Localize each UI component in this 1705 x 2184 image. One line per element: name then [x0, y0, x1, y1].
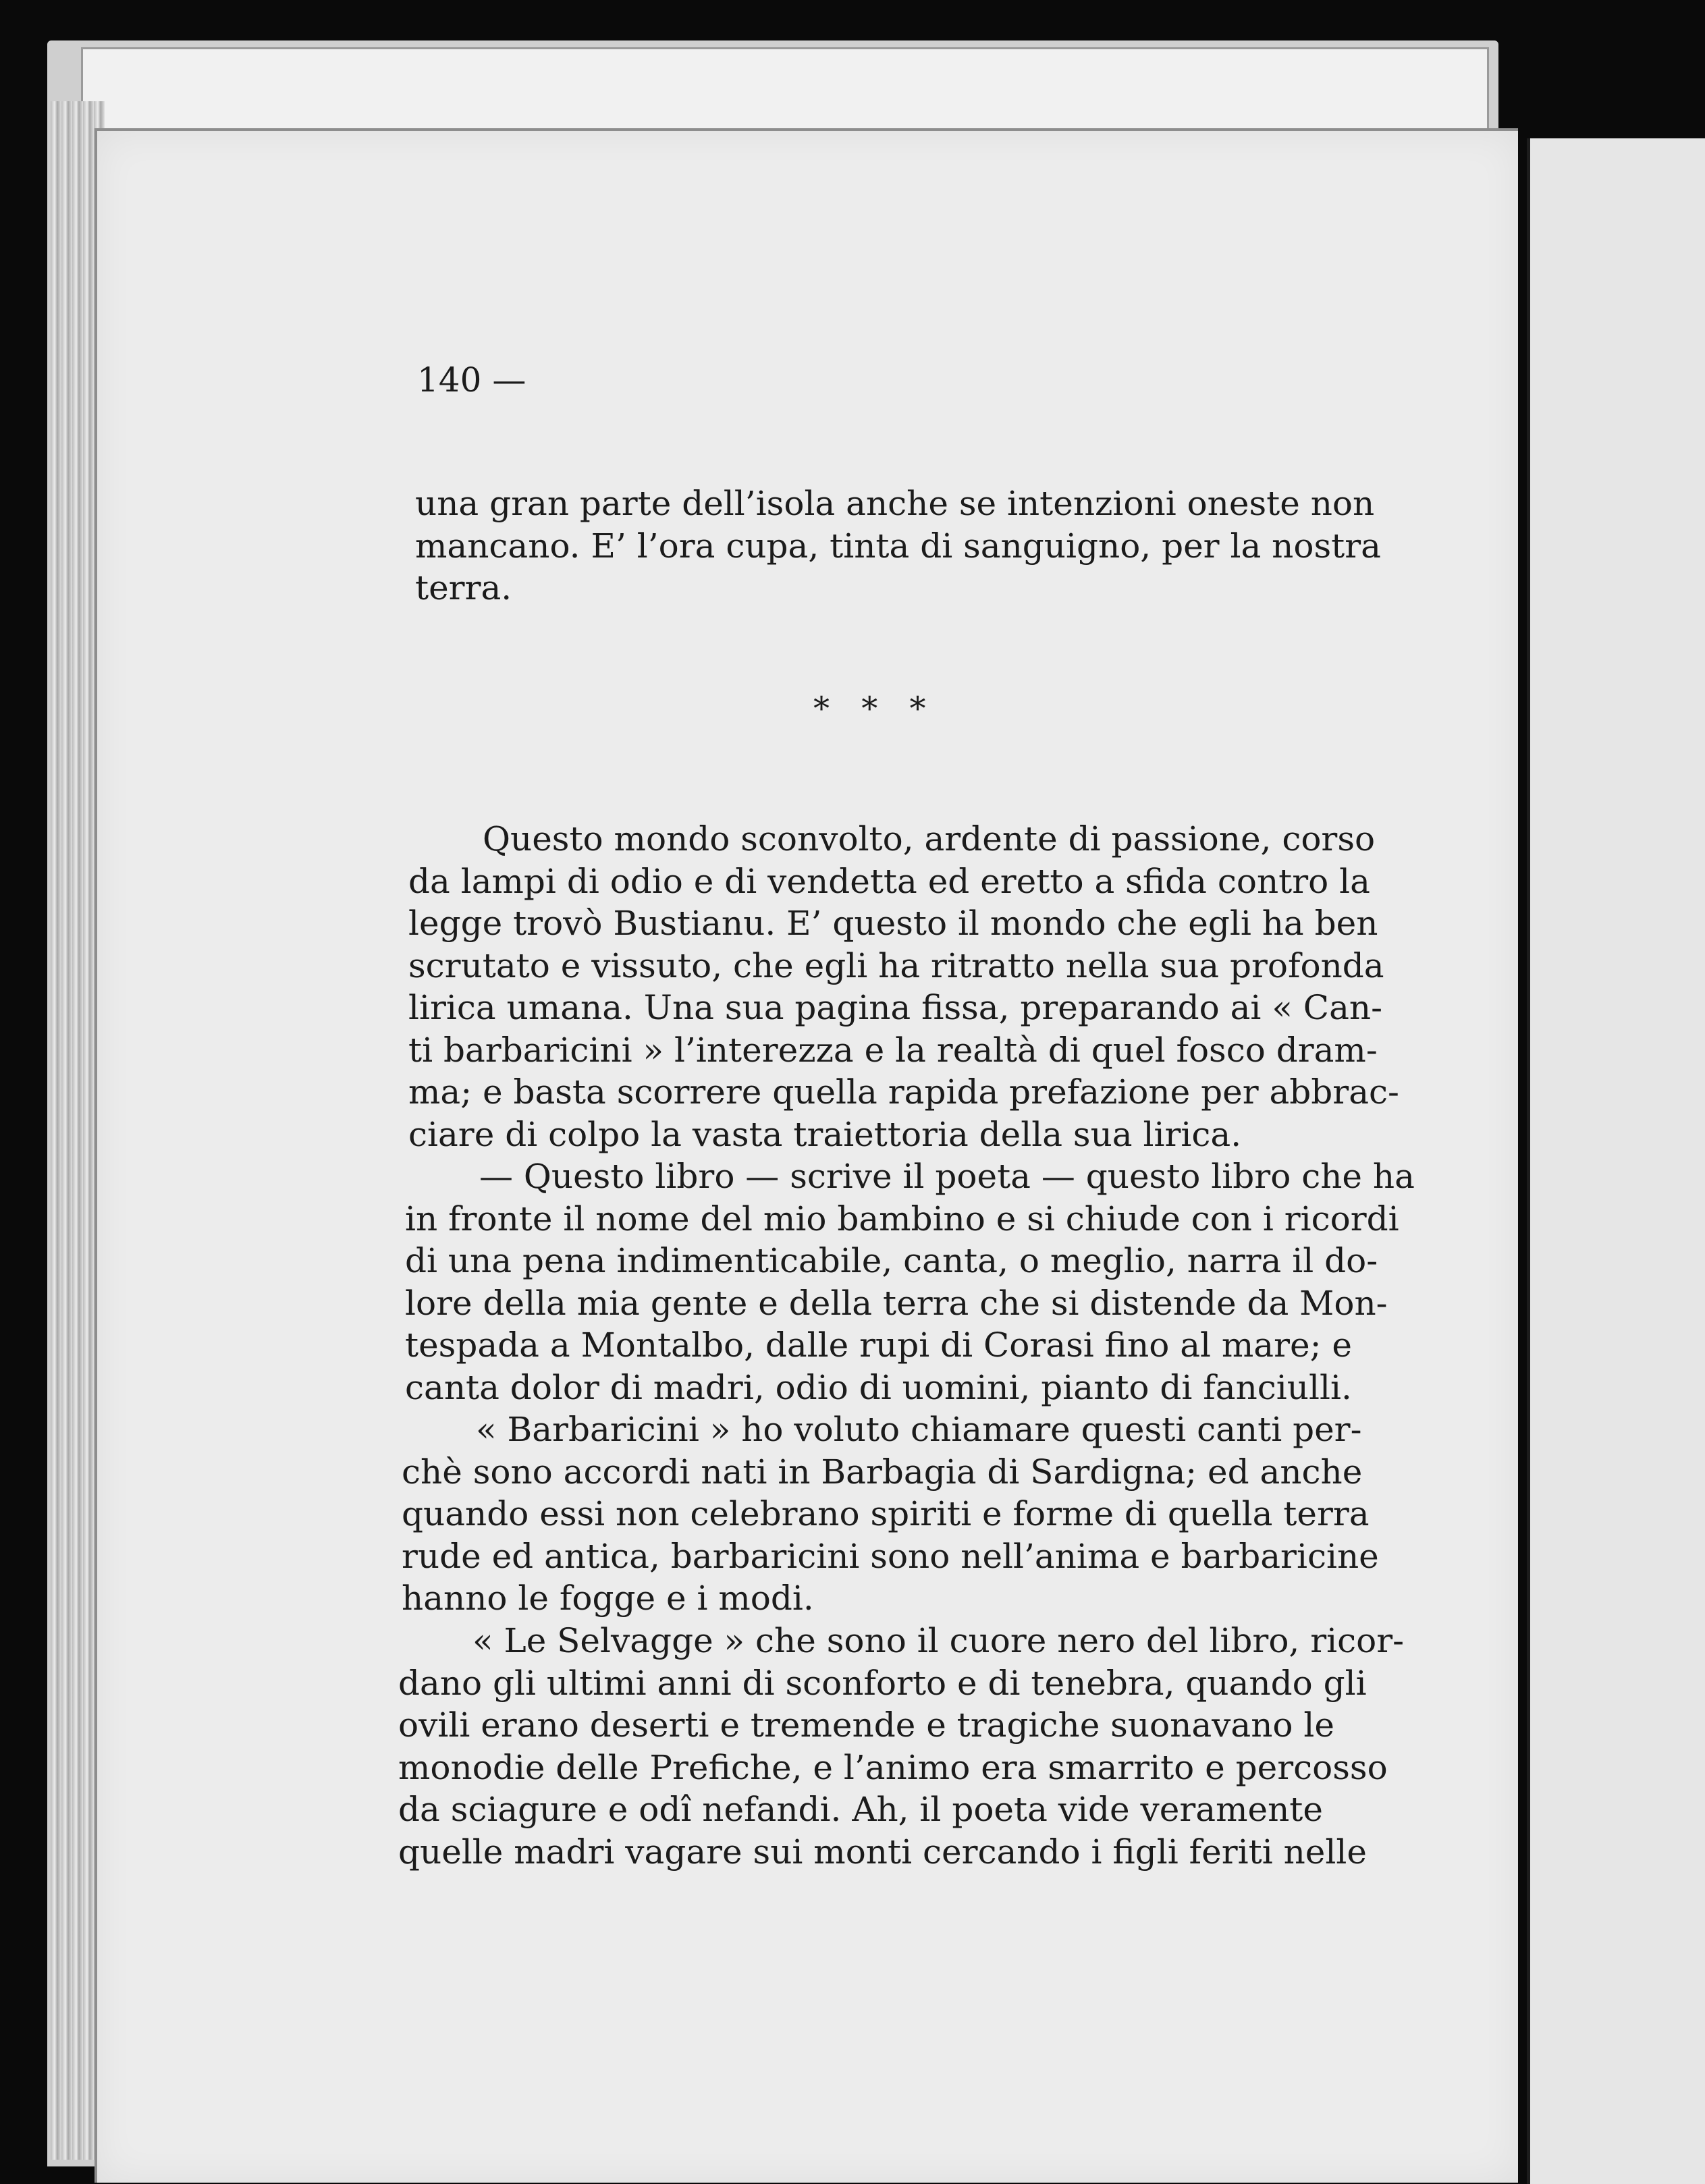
text-line: quelle madri vagare sui monti cercando i figli feriti nelle — [398, 1832, 1367, 1872]
text-line: hanno le fogge e i modi. — [402, 1579, 814, 1618]
text-line: legge trovò Bustianu. E’ questo il mondo che egli ha ben — [408, 904, 1378, 943]
facing-page-edge — [1527, 138, 1705, 2184]
text-line: Questo mondo sconvolto, ardente di passione, corso — [483, 819, 1376, 858]
text-line: terra. — [415, 568, 512, 607]
text-line: — Questo libro — scrive il poeta — questo libro che ha — [479, 1157, 1415, 1196]
paragraph-2 — [405, 1155, 1415, 1409]
text-line: da sciagure e odî nefandi. Ah, il poeta vide veramente — [398, 1790, 1323, 1829]
text-line: monodie delle Prefiche, e l’animo era smarrito e percosso — [398, 1747, 1388, 1787]
text-line: scrutato e vissuto, che egli ha ritratto nella sua profonda — [408, 946, 1384, 985]
text-line: ovili erano deserti e tremende e tragiche suonavano le — [398, 1705, 1334, 1745]
text-line: lore della mia gente e della terra che si distende da Mon- — [405, 1283, 1388, 1323]
text-line: « Le Selvagge » che sono il cuore nero del libro, ricor- — [472, 1621, 1405, 1660]
text-line: una gran parte dell’isola anche se intenzioni oneste non — [415, 484, 1375, 523]
paragraph-4 — [398, 1620, 1405, 1873]
text-line: mancano. E’ l’ora cupa, tinta di sanguigno, per la nostra — [415, 526, 1381, 566]
text-line: ciare di colpo la vasta traiettoria della sua lirica. — [408, 1114, 1242, 1154]
text-line: quando essi non celebrano spiriti e forme di quella terra — [402, 1494, 1370, 1533]
text-line: in fronte il nome del mio bambino e si chiude con i ricordi — [405, 1199, 1399, 1238]
text-line: tespada a Montalbo, dalle rupi di Corasi fino al mare; e — [405, 1326, 1352, 1365]
text-line: di una pena indimenticabile, canta, o meglio, narra il do- — [405, 1241, 1378, 1280]
text-line: lirica umana. Una sua pagina fissa, preparando ai « Can- — [408, 988, 1382, 1027]
text-line: chè sono accordi nati in Barbagia di Sardigna; ed anche — [402, 1452, 1363, 1492]
paragraph-1 — [408, 818, 1399, 1155]
text-line: dano gli ultimi anni di sconforto e di tenebra, quando gli — [398, 1663, 1367, 1703]
opening-paragraph — [415, 483, 1381, 609]
text-line: ma; e basta scorrere quella rapida prefazione per abbrac- — [408, 1072, 1399, 1112]
paragraph-3 — [402, 1409, 1379, 1620]
back-page-edge — [81, 47, 1489, 137]
text-line: « Barbaricini » ho voluto chiamare questi canti per- — [476, 1410, 1362, 1449]
text-line: da lampi di odio e di vendetta ed eretto a sfida contro la — [408, 861, 1370, 901]
text-line: rude ed antica, barbaricini sono nell’anima e barbaricine — [402, 1536, 1379, 1576]
page-number: 140 — — [417, 360, 526, 400]
text-line: ti barbaricini » l’interezza e la realtà di quel fosco dram- — [408, 1030, 1378, 1070]
section-separator: * * * — [813, 690, 937, 728]
text-line: canta dolor di madri, odio di uomini, pianto di fanciulli. — [405, 1367, 1352, 1407]
